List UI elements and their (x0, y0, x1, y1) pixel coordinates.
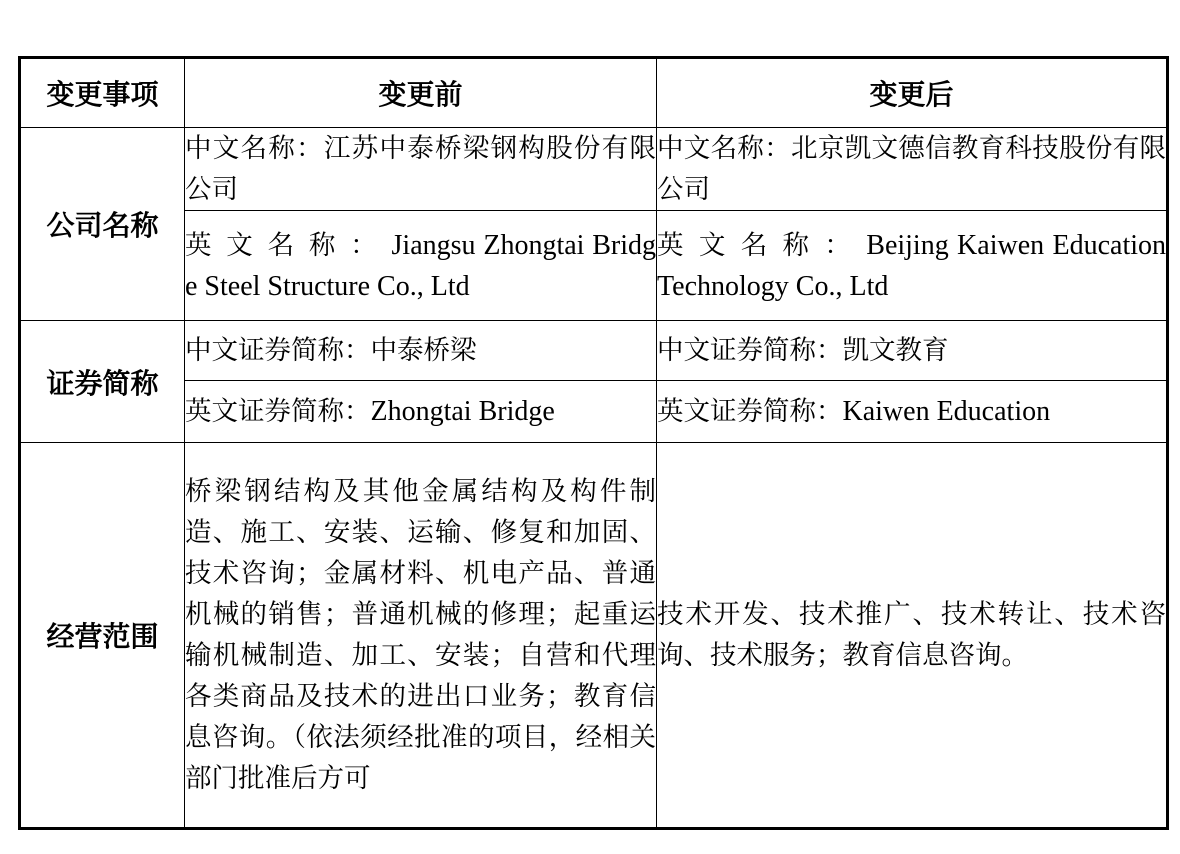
header-after: 变更后 (657, 58, 1168, 128)
header-before: 变更前 (185, 58, 657, 128)
security-abbr-en-before-value: Zhongtai Bridge (370, 396, 555, 427)
header-item: 变更事项 (20, 58, 185, 128)
business-scope-after: 技术开发、技术推广、技术转让、技术咨询、技术服务；教育信息咨询。 (657, 443, 1168, 829)
header-row (20, 58, 1168, 128)
company-name-en-after-value: Beijing Kaiwen Education Technology Co., Ltd (657, 229, 1167, 302)
security-abbr-en-after-prefix: 英文证券简称： (657, 396, 843, 427)
company-name-en-after (657, 211, 1168, 321)
security-abbr-en-after (657, 381, 1168, 443)
table-row (20, 443, 1168, 829)
business-scope-before: 桥梁钢结构及其他金属结构及构件制造、施工、安装、运输、修复和加固、技术咨询；金属材料、机电产品、普通机械的销售；普通机械的修理；起重运输机械制造、加工、安装；自营和代理各类商品及技术的进出口业务；教育信息咨询。（依法须经批准的项目，经相关部门批准后方可 (185, 443, 657, 829)
security-abbr-cn-before: 中文证券简称：中泰桥梁 (185, 321, 657, 381)
table-row (20, 381, 1168, 443)
change-table (18, 56, 1169, 830)
row-label-security-abbr: 证券简称 (20, 321, 185, 443)
company-name-cn-before: 中文名称：江苏中泰桥梁钢构股份有限公司 (185, 128, 657, 211)
security-abbr-en-after-value: Kaiwen Education (842, 396, 1051, 427)
row-label-business-scope: 经营范围 (20, 443, 185, 829)
company-name-cn-after: 中文名称：北京凯文德信教育科技股份有限公司 (657, 128, 1168, 211)
company-name-en-before (185, 211, 657, 321)
table-row (20, 211, 1168, 321)
security-abbr-cn-after: 中文证券简称：凯文教育 (657, 321, 1168, 381)
security-abbr-en-before (185, 381, 657, 443)
table-row (20, 128, 1168, 211)
company-name-en-after-prefix: 英文名称： (657, 229, 867, 261)
row-label-company-name: 公司名称 (20, 128, 185, 321)
company-name-en-before-value: Jiangsu Zhongtai Bridge Steel Structure Co., Ltd (185, 229, 657, 302)
company-name-en-before-prefix: 英文名称： (185, 229, 392, 261)
table-row (20, 321, 1168, 381)
security-abbr-en-before-prefix: 英文证券简称： (185, 396, 371, 427)
